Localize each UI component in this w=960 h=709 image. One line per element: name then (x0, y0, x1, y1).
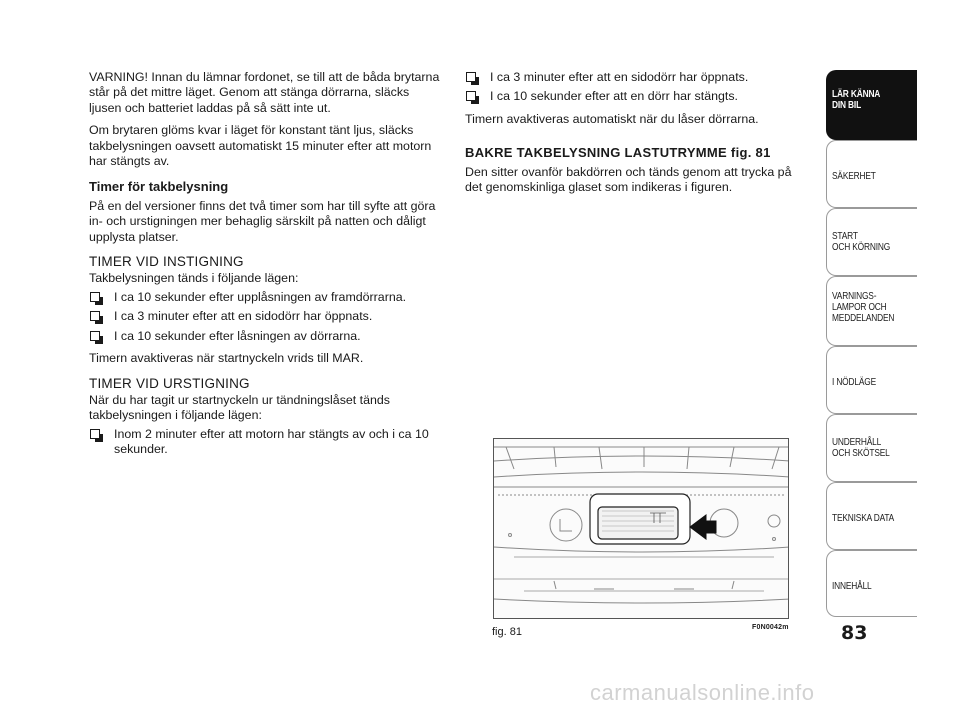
tab-i-nodlage[interactable]: I NÖDLÄGE (826, 346, 917, 414)
paragraph: Timern avaktiveras automatiskt när du låser dörrarna. (465, 111, 759, 126)
tab-varningslampor[interactable]: VARNINGS- LAMPOR OCH MEDDELANDEN (826, 276, 917, 346)
figure-code: F0N0042m (752, 624, 789, 631)
paragraph: Den sitter ovanför bakdörren och tänds genom att trycka på det genomskinliga glaset som indikeras i figuren. (465, 164, 792, 195)
bullet-list-urstig (89, 427, 441, 458)
tab-underhall-och-skotsel[interactable]: UNDERHÅLL OCH SKÖTSEL (826, 414, 917, 482)
list-item: Inom 2 minuter efter att motorn har stängts av och i ca 10 sekunder. (89, 427, 441, 458)
list-item: I ca 3 minuter efter att en sidodörr har öppnats. (465, 70, 800, 85)
checkbox-bullet-icon (90, 429, 100, 439)
arrow-icon (690, 515, 716, 539)
checkbox-bullet-icon (90, 292, 100, 302)
tab-lar-kanna-din-bil[interactable]: LÄR KÄNNA DIN BIL (826, 70, 917, 140)
left-text-column (89, 70, 441, 465)
paragraph: Om brytaren glöms kvar i läget för konstant tänt ljus, släcks takbelysningen oavsett automatiskt 15 minuter efter att motorn har stängts av. (89, 123, 432, 169)
section-heading-urstig: TIMER VID URSTIGNING (89, 375, 250, 391)
checkbox-bullet-icon (90, 311, 100, 321)
list-item: I ca 10 sekunder efter upplåsningen av framdörrarna. (89, 290, 441, 305)
paragraph: Timern avaktiveras när startnyckeln vrids till MAR. (89, 351, 364, 366)
checkbox-bullet-icon (466, 91, 476, 101)
list-item: I ca 10 sekunder efter att en dörr har stängts. (465, 89, 800, 104)
list-item: I ca 10 sekunder efter låsningen av dörrarna. (89, 329, 441, 344)
right-text-column (465, 70, 800, 202)
paragraph: När du har tagit ur startnyckeln ur tändningslåset tänds takbelysningen i följande lägen: (89, 392, 390, 423)
bullet-list-instig (89, 290, 441, 344)
list-item: I ca 3 minuter efter att en sidodörr har öppnats. (89, 309, 441, 324)
page-number: 83 (841, 622, 868, 644)
bullet-list-continued (465, 70, 800, 105)
section-heading-timer: Timer för takbelysning (89, 179, 229, 195)
tab-sakerhet[interactable]: SÄKERHET (826, 140, 917, 208)
section-heading-bakre: BAKRE TAKBELYSNING LASTUTRYMME fig. 81 (465, 145, 771, 161)
checkbox-bullet-icon (466, 72, 476, 82)
checkbox-bullet-icon (90, 331, 100, 341)
figure-caption: fig. 81 (492, 626, 522, 638)
tab-tekniska-data[interactable]: TEKNISKA DATA (826, 482, 917, 550)
figure-rear-cargo-light (493, 438, 789, 619)
tab-innehall[interactable]: INNEHÅLL (826, 550, 917, 617)
cargo-light-illustration (494, 439, 789, 619)
watermark: carmanualsonline.info (590, 680, 815, 705)
tab-start-och-korning[interactable]: START OCH KÖRNING (826, 208, 917, 276)
warning-paragraph: VARNING! Innan du lämnar fordonet, se till att de båda brytarna står på det mittre läget. Genom att stänga dörrarna, släcks ljusen och batteriet laddas på så sätt inte ut. (89, 70, 440, 115)
section-heading-instig: TIMER VID INSTIGNING (89, 254, 244, 270)
paragraph: På en del versioner finns det två timer som har till syfte att göra in- och urstigningen mer behaglig särskilt på natten och dåligt upplysta platser. (89, 198, 436, 244)
paragraph: Takbelysningen tänds i följande lägen: (89, 271, 299, 286)
